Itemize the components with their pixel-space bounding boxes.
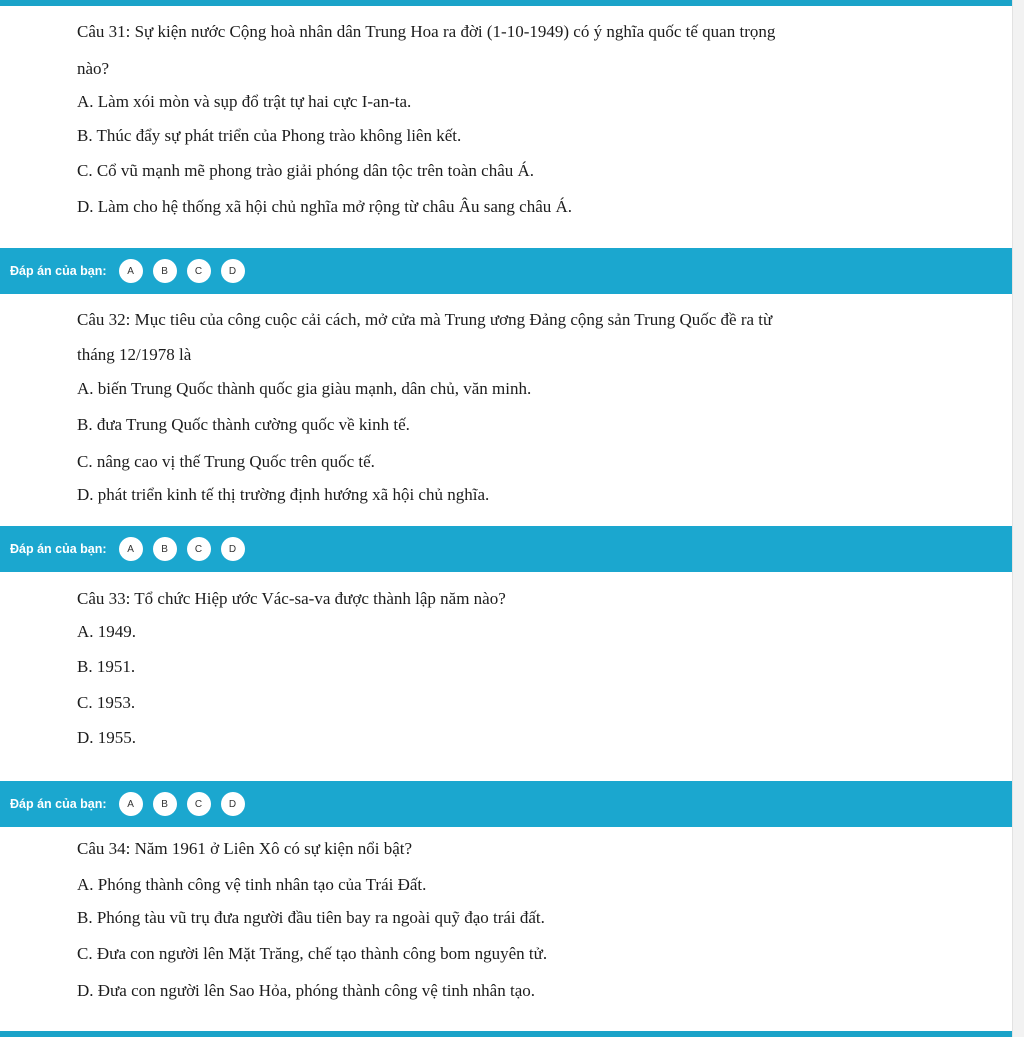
question-34-choice-c: C. Đưa con người lên Mặt Trăng, chế tạo thành công bom nguyên tử. <box>77 944 548 963</box>
option-b-button[interactable]: B <box>153 792 177 816</box>
question-33-choice-b: B. 1951. <box>77 657 136 676</box>
question-33-text: Câu 33: Tổ chức Hiệp ước Vác-sa-va được thành lập năm nào? <box>77 589 506 608</box>
question-32-choice-c: C. nâng cao vị thế Trung Quốc trên quốc tế. <box>77 452 375 471</box>
scrollbar-track[interactable] <box>1012 0 1024 1037</box>
option-a-button[interactable]: A <box>119 792 143 816</box>
question-32-choice-b: B. đưa Trung Quốc thành cường quốc về kinh tế. <box>77 415 410 434</box>
option-d-button[interactable]: D <box>221 537 245 561</box>
question-32-choice-a: A. biến Trung Quốc thành quốc gia giàu mạnh, dân chủ, văn minh. <box>77 379 532 398</box>
bottom-accent-rule <box>0 1031 1012 1037</box>
question-32-text-cont: tháng 12/1978 là <box>77 345 192 364</box>
question-31-text: Câu 31: Sự kiện nước Cộng hoà nhân dân Trung Hoa ra đời (1-10-1949) có ý nghĩa quốc tế quan trọng <box>77 22 776 41</box>
option-a-button[interactable]: A <box>119 537 143 561</box>
option-a-button[interactable]: A <box>119 259 143 283</box>
question-32-text: Câu 32: Mục tiêu của công cuộc cải cách, mở cửa mà Trung ương Đảng cộng sản Trung Quốc đề ra từ <box>77 310 773 329</box>
question-31-choice-d: D. Làm cho hệ thống xã hội chủ nghĩa mở rộng từ châu Âu sang châu Á. <box>77 197 573 216</box>
question-34-choice-a: A. Phóng thành công vệ tinh nhân tạo của Trái Đất. <box>77 875 427 894</box>
answer-bar-31 <box>0 248 1012 294</box>
answer-bar-33 <box>0 781 1012 827</box>
question-31-text-cont: nào? <box>77 59 110 78</box>
question-31-choice-a: A. Làm xói mòn và sụp đổ trật tự hai cực I-an-ta. <box>77 92 412 111</box>
answer-label: Đáp án của bạn: <box>10 264 107 278</box>
answer-label: Đáp án của bạn: <box>10 797 107 811</box>
question-34-text: Câu 34: Năm 1961 ở Liên Xô có sự kiện nổi bật? <box>77 839 413 858</box>
answer-label: Đáp án của bạn: <box>10 542 107 556</box>
question-33-choice-a: A. 1949. <box>77 622 137 641</box>
option-d-button[interactable]: D <box>221 259 245 283</box>
top-accent-rule <box>0 0 1012 6</box>
question-33-choice-c: C. 1953. <box>77 693 136 712</box>
question-31-choice-c: C. Cổ vũ mạnh mẽ phong trào giải phóng dân tộc trên toàn châu Á. <box>77 161 535 180</box>
question-31-choice-b: B. Thúc đẩy sự phát triển của Phong trào không liên kết. <box>77 126 462 145</box>
option-d-button[interactable]: D <box>221 792 245 816</box>
option-b-button[interactable]: B <box>153 537 177 561</box>
question-32-choice-d: D. phát triển kinh tế thị trường định hướng xã hội chủ nghĩa. <box>77 485 490 504</box>
option-b-button[interactable]: B <box>153 259 177 283</box>
option-c-button[interactable]: C <box>187 259 211 283</box>
question-34-choice-b: B. Phóng tàu vũ trụ đưa người đầu tiên bay ra ngoài quỹ đạo trái đất. <box>77 908 545 927</box>
question-34-choice-d: D. Đưa con người lên Sao Hỏa, phóng thành công vệ tinh nhân tạo. <box>77 981 535 1000</box>
option-c-button[interactable]: C <box>187 537 211 561</box>
answer-bar-32 <box>0 526 1012 572</box>
question-33-choice-d: D. 1955. <box>77 728 137 747</box>
option-c-button[interactable]: C <box>187 792 211 816</box>
